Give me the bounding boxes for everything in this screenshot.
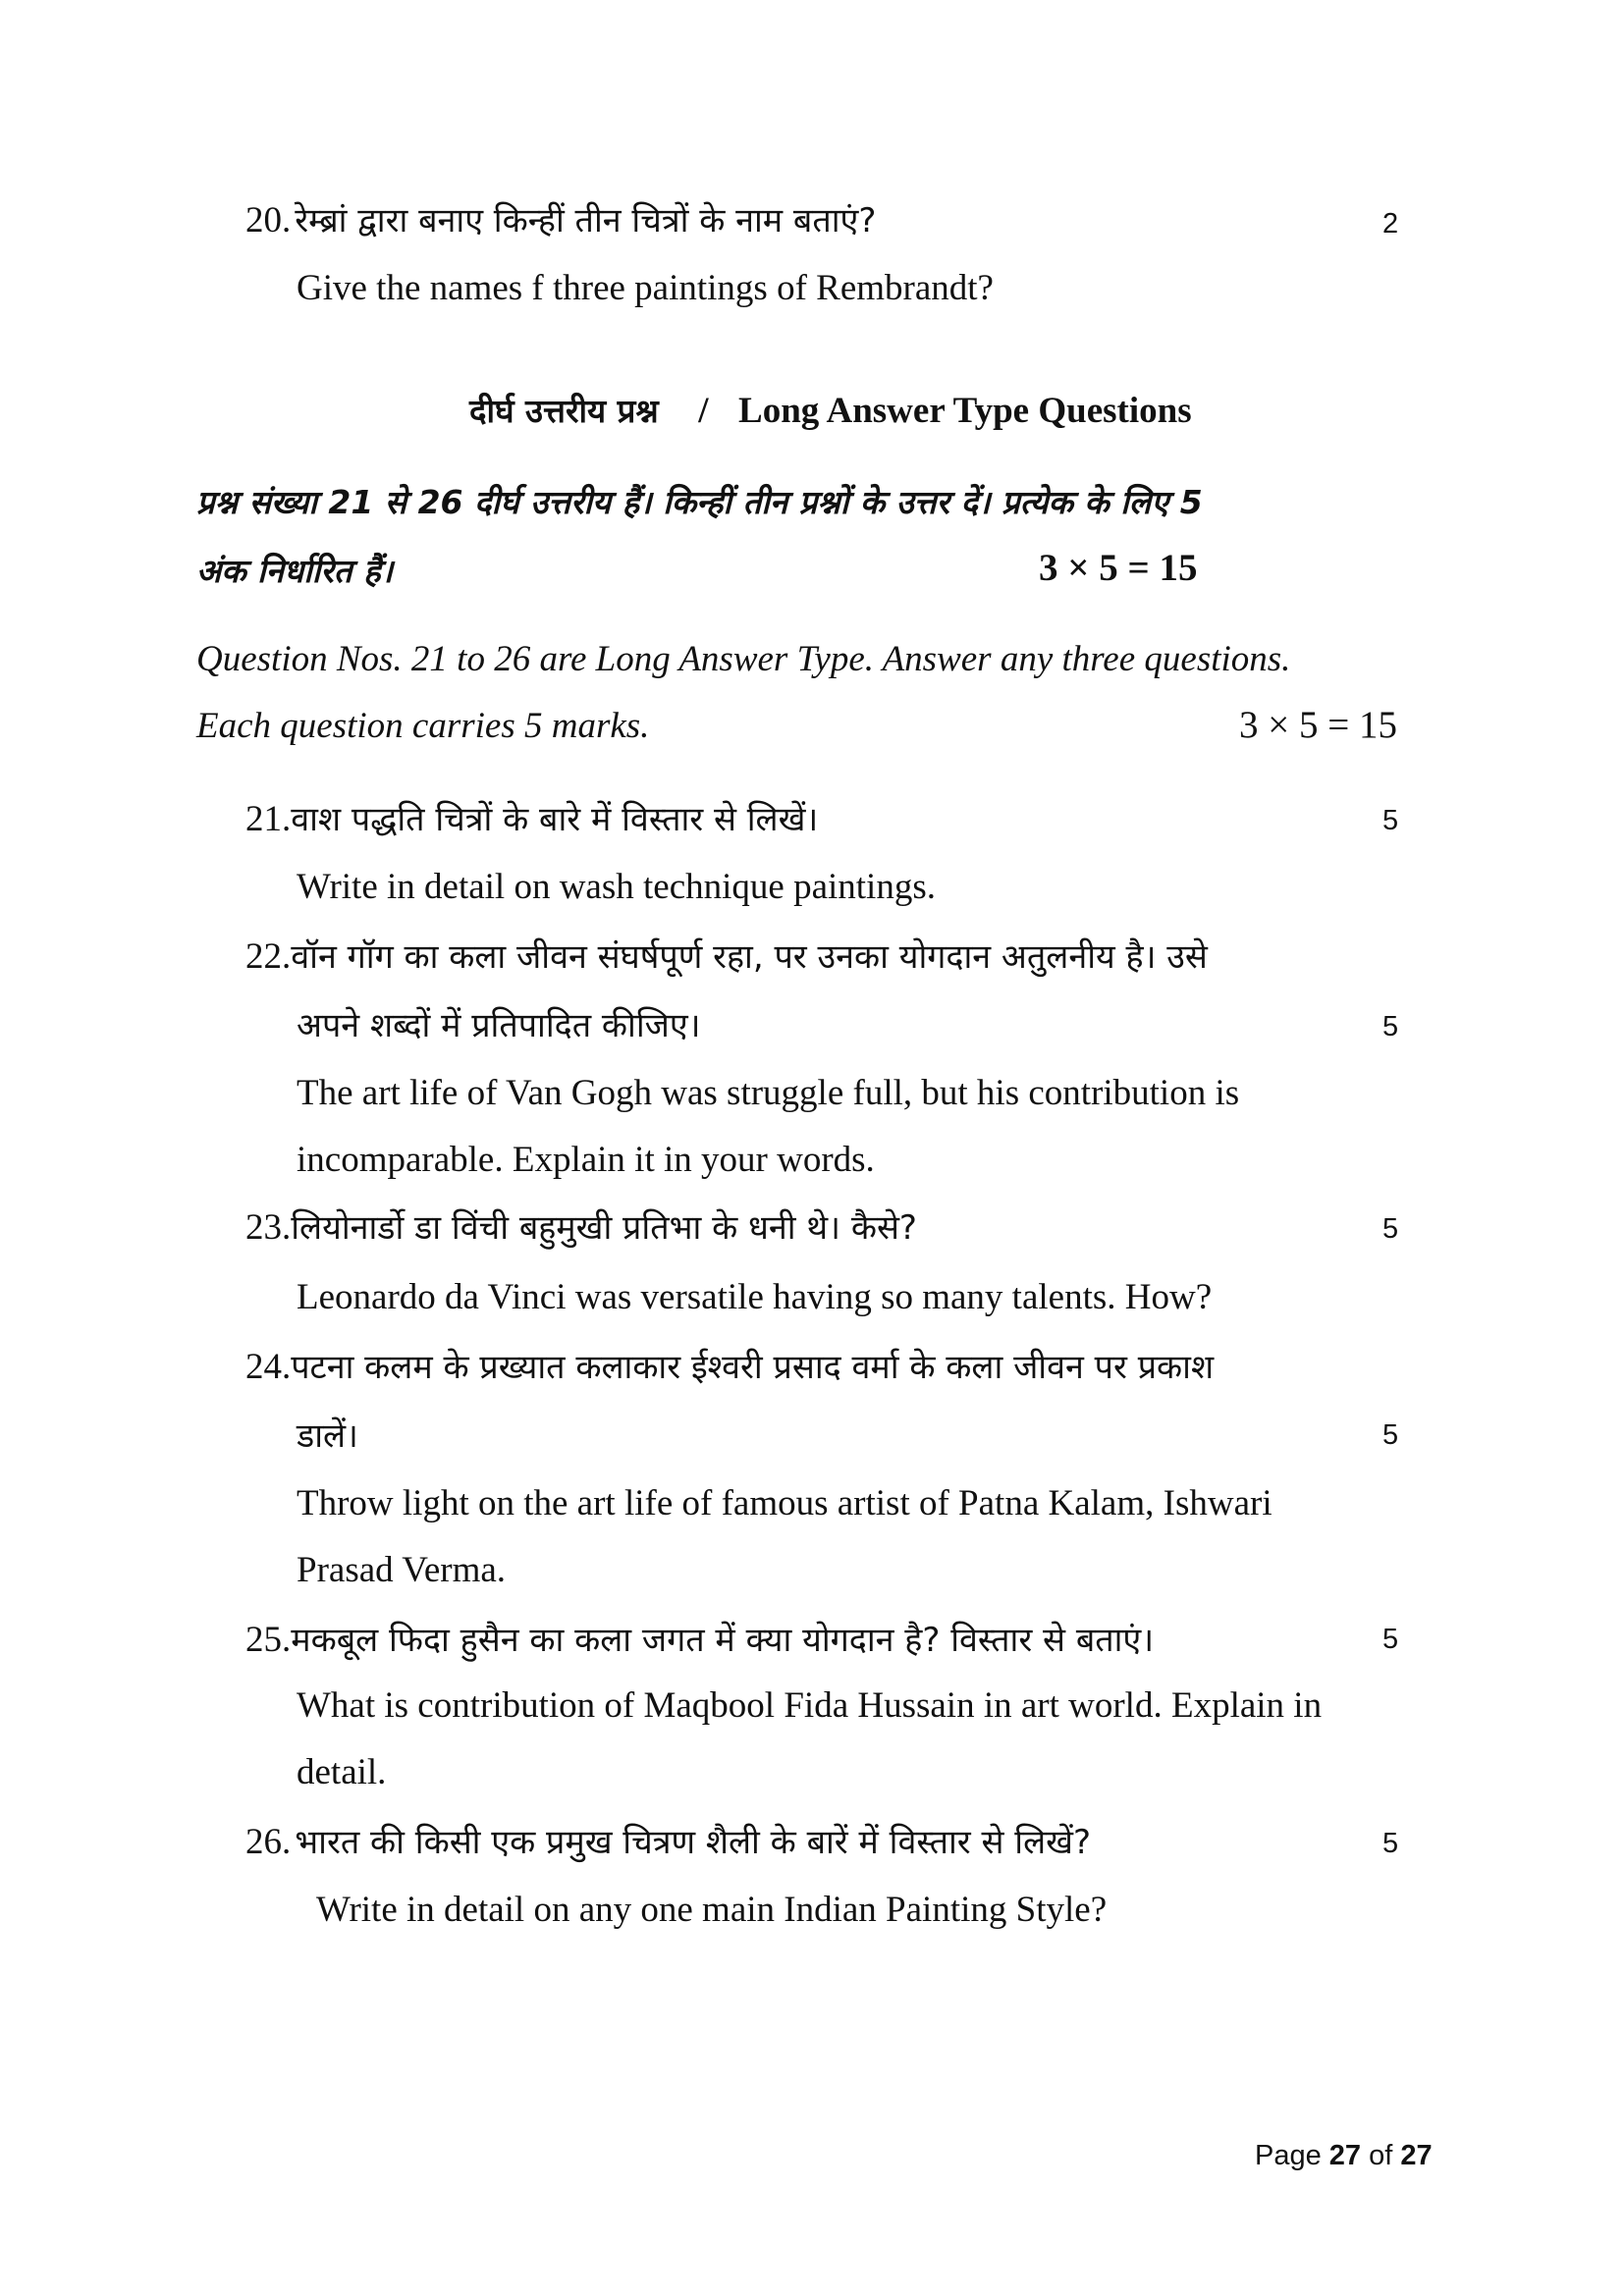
question-24-hindi-line-2: डालें। [297,1416,358,1456]
question-hindi-text: रेम्ब्रां द्वारा बनाए किन्हीं तीन चित्रों के नाम बताएं? [295,201,877,240]
question-26-english-text: Write in detail on any one main Indian Painting Style? [316,1890,1108,1930]
instruction-hindi-line-1: प्रश्न संख्या 21 से 26 दीर्घ उत्तरीय हैं। किन्हीं तीन प्रश्नों के उत्तर दें। प्रत्येक के लिए 5 [196,483,1203,521]
total-marks-formula-bold: 3 × 5 = 15 [1039,547,1198,589]
question-hindi-text: भारत की किसी एक प्रमुख चित्रण शैली के बारें में विस्तार से लिखें? [295,1823,1091,1862]
question-25-english-line-1: What is contribution of Maqbool Fida Hussain in art world. Explain in [297,1685,1323,1726]
question-26 [245,1818,1091,1863]
section-heading-english: Long Answer Type Questions [738,391,1192,431]
footer-page-word: Page [1255,2140,1322,2171]
page-footer [1255,2140,1433,2172]
question-hindi-text: लियोनार्डो डा विंची बहुमुखी प्रतिभा के धनी थे। कैसे? [291,1208,917,1248]
question-hindi-text: पटना कलम के प्रख्यात कलाकार ईश्वरी प्रसाद वर्मा के कला जीवन पर प्रकाश [291,1348,1215,1387]
section-heading-hindi: दीर्घ उत्तरीय प्रश्न [469,392,659,430]
question-number: 21. [245,799,292,839]
question-hindi-text: वाश पद्धति चित्रों के बारे में विस्तार से लिखें। [291,800,819,839]
question-23 [245,1203,917,1249]
question-22-marks: 5 [1382,1011,1399,1042]
question-21 [245,795,818,840]
question-24 [245,1343,1214,1388]
question-number: 25. [245,1620,292,1660]
question-24-english-line-1: Throw light on the art life of famous artist of Patna Kalam, Ishwari [297,1483,1272,1523]
instruction-hindi-line-2: अंक निर्धारित हैं। [196,552,394,590]
question-number: 26. [245,1822,292,1862]
question-number: 24. [245,1347,292,1387]
section-heading [469,388,1192,432]
question-number: 20. [245,200,292,240]
question-20-marks: 2 [1382,208,1399,240]
question-25-marks: 5 [1382,1624,1399,1655]
question-25 [245,1616,1154,1661]
question-22-hindi-line-2: अपने शब्दों में प्रतिपादित कीजिए। [297,1006,701,1045]
question-22-english-line-2: incomparable. Explain it in your words. [297,1140,875,1180]
instruction-english-line-1: Question Nos. 21 to 26 are Long Answer Type. Answer any three questions. [196,639,1291,679]
question-21-english-text: Write in detail on wash technique paintings. [297,867,936,907]
footer-total-pages: 27 [1400,2140,1433,2171]
question-23-marks: 5 [1382,1213,1399,1245]
question-26-marks: 5 [1382,1828,1399,1859]
total-marks-formula: 3 × 5 = 15 [1239,704,1397,746]
instruction-english-line-2: Each question carries 5 marks. [196,706,650,746]
section-heading-separator: / [698,391,709,431]
question-24-marks: 5 [1382,1419,1399,1451]
question-22 [245,933,1208,978]
question-20-english-text: Give the names f three paintings of Rembrandt? [297,268,994,308]
question-21-marks: 5 [1382,805,1399,836]
footer-current-page: 27 [1328,2140,1362,2171]
question-20 [245,196,876,241]
question-hindi-text: वॉन गॉग का कला जीवन संघर्षपूर्ण रहा, पर उनका योगदान अतुलनीय है। उसे [291,937,1208,977]
question-hindi-text: मकबूल फिदा हुसैन का कला जगत में क्या योगदान है? विस्तार से बताएं। [291,1621,1155,1660]
question-number: 22. [245,936,292,977]
footer-of-word: of [1369,2140,1393,2171]
question-23-english-text: Leonardo da Vinci was versatile having so many talents. How? [297,1277,1213,1317]
question-22-english-line-1: The art life of Van Gogh was struggle full, but his contribution is [297,1073,1240,1113]
question-number: 23. [245,1207,292,1248]
question-25-english-line-2: detail. [297,1752,387,1792]
question-24-english-line-2: Prasad Verma. [297,1550,507,1590]
